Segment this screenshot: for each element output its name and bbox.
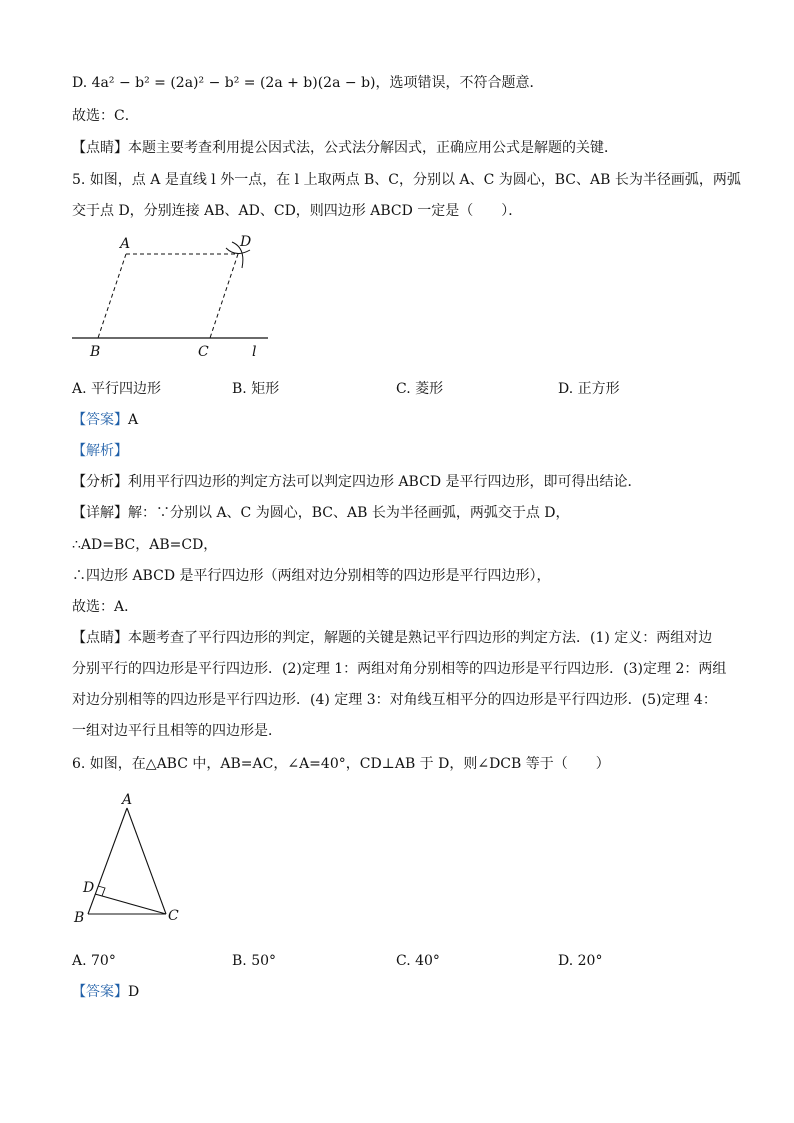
xiangjie-tag: 【详解】 xyxy=(72,505,128,521)
comment-line xyxy=(72,138,618,158)
side-ac xyxy=(127,808,166,914)
xiangjie-text: 解：∵分别以 A、C 为圆心，BC、AB 长为半径画弧，两弧交于点 D， xyxy=(128,505,570,521)
q5-answer-line xyxy=(72,410,138,430)
q5-step-2: ∴四边形 ABCD 是平行四边形（两组对边分别相等的四边形是平行四边形）， xyxy=(72,568,551,584)
q5-choice-b[interactable]: B. 矩形 xyxy=(232,381,280,397)
fenxi-tag: 【分析】 xyxy=(72,474,128,490)
q5-dianjing-line-3: 对边分别相等的四边形是平行四边形．(4) 定理 3：对角线互相平分的四边形是平行四边形．(5)定理 4： xyxy=(72,692,717,708)
q5-xiangjie-line xyxy=(72,503,570,523)
answer-tag: 【答案】 xyxy=(72,412,128,428)
label-b: B xyxy=(74,910,85,926)
answer-tag: 【答案】 xyxy=(72,984,128,1000)
fenxi-text: 利用平行四边形的判定方法可以判定四边形 ABCD 是平行四边形，即可得出结论． xyxy=(128,474,642,490)
comment-tag: 【点睛】 xyxy=(72,140,128,156)
q6-choice-a[interactable]: A. 70° xyxy=(72,953,116,969)
dianjing-tag: 【点睛】 xyxy=(72,630,128,646)
q5-dianjing-line-1 xyxy=(72,628,712,648)
label-a: A xyxy=(120,236,131,252)
choose-c-line: 故选：C． xyxy=(72,108,139,124)
right-angle-mark xyxy=(98,886,105,896)
figure-parallelogram xyxy=(60,228,290,368)
q6-answer-line xyxy=(72,982,139,1002)
answer-value: D xyxy=(128,984,140,1000)
answer-value: A xyxy=(128,412,139,428)
label-b: B xyxy=(90,344,101,360)
comment-text: 本题主要考查利用提公因式法，公式法分解因式，正确应用公式是解题的关键． xyxy=(128,140,618,156)
q5-step-3: 故选：A． xyxy=(72,599,139,615)
q6-choice-b[interactable]: B. 50° xyxy=(232,953,277,969)
q5-choice-c[interactable]: C. 菱形 xyxy=(396,381,444,397)
question-6-choices xyxy=(72,951,672,971)
question-5-choices xyxy=(72,379,672,399)
q6-choice-c[interactable]: C. 40° xyxy=(396,953,440,969)
q5-step-1: ∴AD=BC，AB=CD， xyxy=(72,537,218,553)
q6-choice-d[interactable]: D. 20° xyxy=(558,953,603,969)
label-l: l xyxy=(252,344,257,360)
question-6-line: 6. 如图，在△ABC 中，AB=AC，∠A=40°，CD⊥AB 于 D，则∠DCB 等于（ ） xyxy=(72,756,610,772)
label-a: A xyxy=(122,792,133,808)
dianjing-text-1: 本题考查了平行四边形的判定，解题的关键是熟记平行四边形的判定方法．(1) 定义：两组对边 xyxy=(128,630,713,646)
segment-cd xyxy=(210,254,238,338)
q5-dianjing-line-2: 分别平行的四边形是平行四边形．(2)定理 1：两组对角分别相等的四边形是平行四边形．(3)定理 2：两组 xyxy=(72,661,727,677)
label-c: C xyxy=(198,344,209,360)
q5-choice-d[interactable]: D. 正方形 xyxy=(558,381,620,397)
q5-choice-a[interactable]: A. 平行四边形 xyxy=(72,381,162,397)
segment-cd xyxy=(95,894,166,914)
q5-analysis-line xyxy=(72,441,128,461)
label-c: C xyxy=(168,908,179,924)
question-5-line-1: 5. 如图，点 A 是直线 l 外一点，在 l 上取两点 B、C，分别以 A、C 为圆心，BC、AB 长为半径画弧，两弧 xyxy=(72,172,741,188)
side-ab xyxy=(88,808,127,914)
analysis-tag: 【解析】 xyxy=(72,443,128,459)
q5-dianjing-line-4: 一组对边平行且相等的四边形是． xyxy=(72,723,282,739)
segment-ab xyxy=(98,254,126,338)
q5-fenxi-line xyxy=(72,472,642,492)
label-d: D xyxy=(240,234,252,250)
figure-triangle xyxy=(70,790,200,930)
option-d-formula-line: D. 4a² − b² = (2a)² − b² = (2a + b)(2a − b)，选项错误，不符合题意． xyxy=(72,75,544,91)
label-d: D xyxy=(83,880,95,896)
question-5-line-2: 交于点 D，分别连接 AB、AD、CD，则四边形 ABCD 一定是（ ）． xyxy=(72,203,523,219)
